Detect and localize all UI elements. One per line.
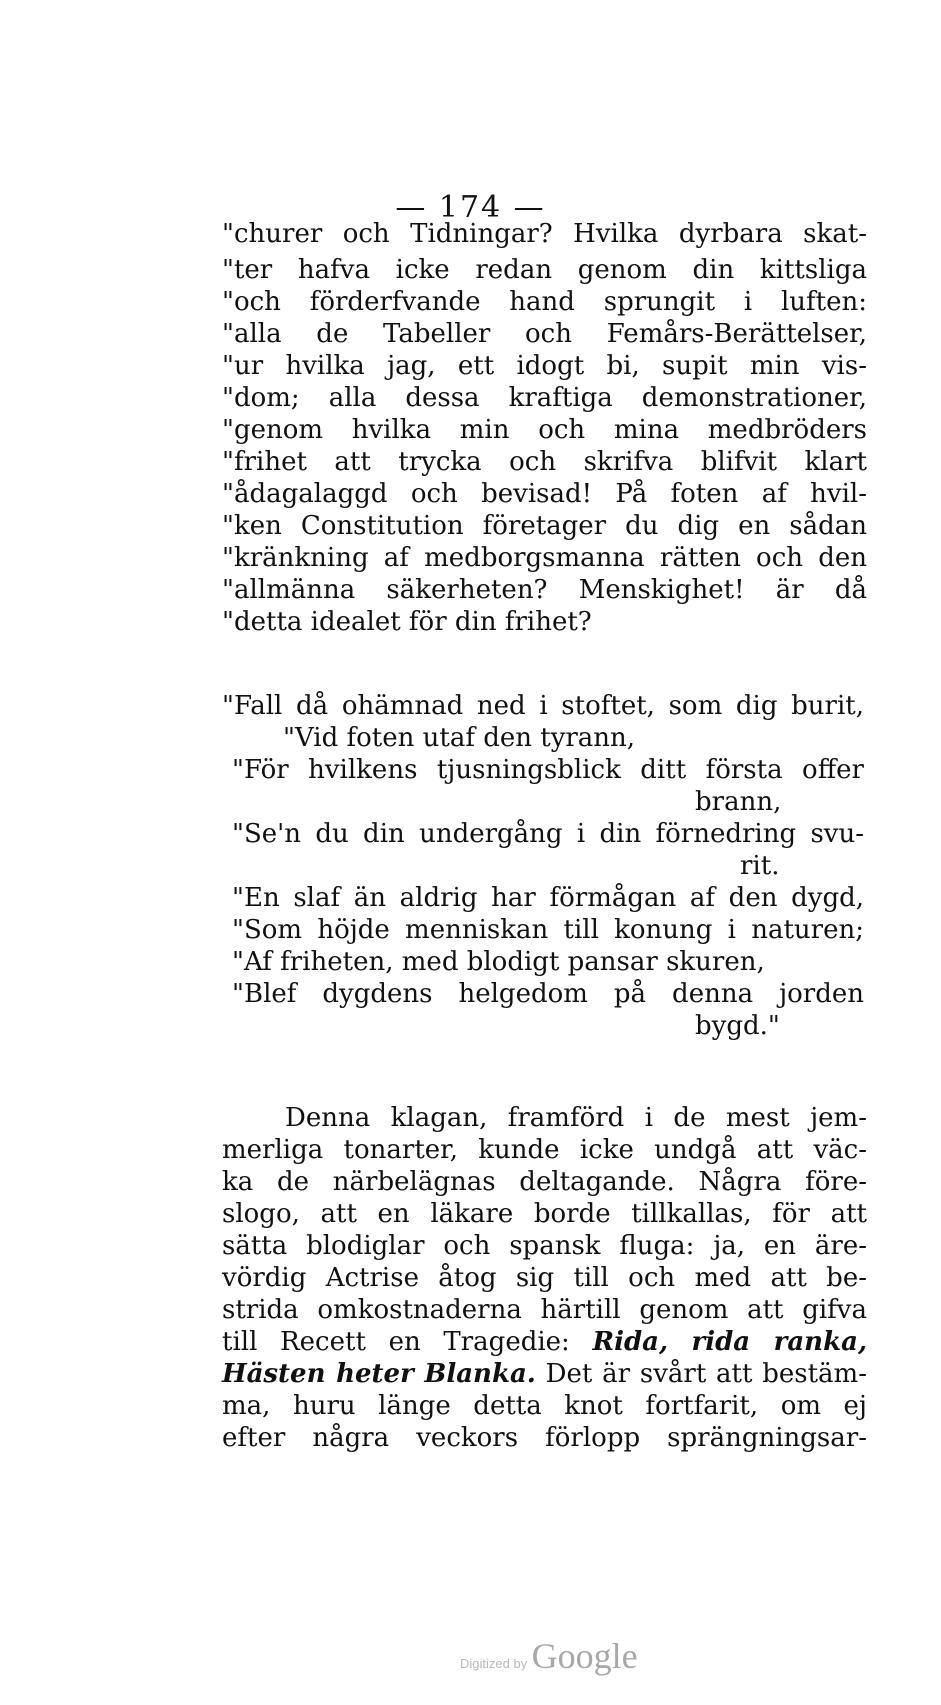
verse-continuation: rit.: [740, 851, 780, 881]
digitized-watermark: [460, 1635, 638, 1677]
google-logo: Google: [531, 1636, 638, 1676]
prose-line: "ter hafva icke redan genom din kittsliga: [222, 255, 867, 285]
page-number: — 174 —: [395, 190, 546, 225]
watermark-prefix: Digitized by: [460, 1656, 528, 1671]
narrative-text: Det är svårt att bestäm-: [545, 1359, 867, 1389]
narrative-line: [222, 1326, 867, 1358]
verse-line: "Vid foten utaf den tyrann,: [283, 723, 636, 753]
verse-continuation: bygd.": [695, 1011, 780, 1041]
verse-line: "Se'n du din undergång i din förnedring svu-: [232, 819, 864, 849]
narrative-line: [222, 1358, 867, 1390]
italic-title: Hästen heter Blanka.: [222, 1359, 536, 1389]
prose-line: "churer och Tidningar? Hvilka dyrbara skat-: [222, 219, 867, 249]
narrative-line: sätta blodiglar och spansk fluga: ja, en äre-: [222, 1231, 867, 1261]
prose-line: "alla de Tabeller och Femårs-Berättelser,: [222, 319, 867, 349]
prose-line: "frihet att trycka och skrifva blifvit klart: [222, 447, 867, 477]
verse-line: "Blef dygdens helgedom på denna jorden: [232, 979, 864, 1009]
verse-line: "En slaf än aldrig har förmågan af den dygd,: [232, 883, 864, 913]
prose-line: "kränkning af medborgsmanna rätten och den: [222, 543, 867, 573]
narrative-text: till Recett en Tragedie:: [222, 1327, 570, 1357]
prose-line: "ådagalaggd och bevisad! På foten af hvil-: [222, 479, 867, 509]
narrative-line: efter några veckors förlopp sprängningsar-: [222, 1423, 867, 1453]
narrative-line: vördig Actrise åtog sig till och med att be-: [222, 1263, 867, 1293]
verse-line: "Som höjde menniskan till konung i naturen;: [232, 915, 864, 945]
prose-line: "genom hvilka min och mina medbröders: [222, 415, 867, 445]
narrative-line: ma, huru länge detta knot fortfarit, om ej: [222, 1391, 867, 1421]
narrative-line: merliga tonarter, kunde icke undgå att väc-: [222, 1135, 867, 1165]
narrative-line: slogo, att en läkare borde tillkallas, för att: [222, 1199, 867, 1229]
narrative-line: ka de närbelägnas deltagande. Några före-: [222, 1167, 867, 1197]
prose-line: "detta idealet för din frihet?: [222, 607, 592, 637]
italic-title: Rida, rida ranka,: [592, 1327, 867, 1357]
prose-line: "allmänna säkerheten? Menskighet! är då: [222, 575, 867, 605]
prose-line: "och förderfvande hand sprungit i luften:: [222, 287, 867, 317]
prose-line: "ur hvilka jag, ett idogt bi, supit min vis-: [222, 351, 867, 381]
prose-line: "ken Constitution företager du dig en sådan: [222, 511, 867, 541]
verse-line: "Af friheten, med blodigt pansar skuren,: [232, 947, 765, 977]
verse-continuation: brann,: [695, 787, 782, 817]
prose-line: "dom; alla dessa kraftiga demonstrationer,: [222, 383, 867, 413]
verse-line: "För hvilkens tjusningsblick ditt första offer: [232, 755, 864, 785]
narrative-line: Denna klagan, framförd i de mest jem-: [285, 1103, 867, 1133]
narrative-line: strida omkostnaderna härtill genom att gifva: [222, 1295, 867, 1325]
verse-line: "Fall då ohämnad ned i stoftet, som dig burit,: [222, 691, 864, 721]
